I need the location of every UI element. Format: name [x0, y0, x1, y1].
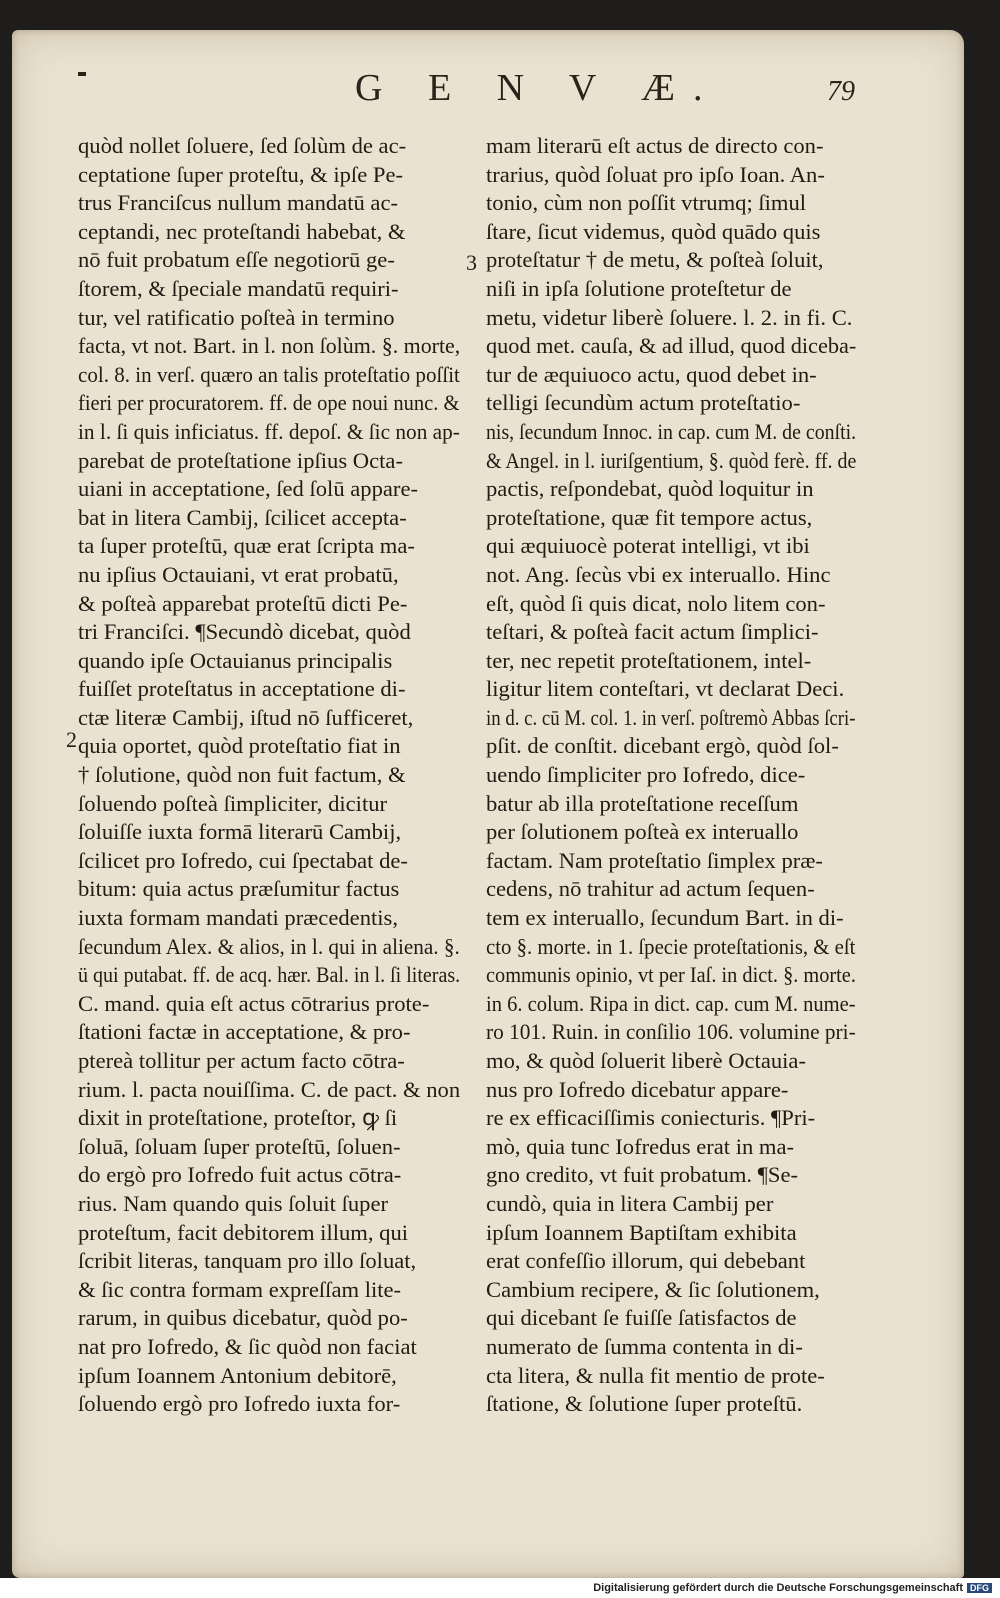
right-column-line: proteſtatur † de metu, & poſteà ſoluit,: [486, 247, 824, 273]
right-column-line: cedens, nō trahitur ad actum ſequen-: [486, 876, 815, 902]
left-column-line: ſcilicet pro Iofredo, cui ſpectabat de-: [78, 847, 408, 873]
left-column-line: ptereà tollitur per actum facto cōtra-: [78, 1048, 405, 1073]
right-column-line: eſt, quòd ſi quis dicat, nolo litem con-: [486, 590, 826, 616]
left-column-line: bat in litera Cambij, ſcilicet accepta-: [78, 504, 407, 530]
left-column-line: & poſteà apparebat proteſtū dicti Pe-: [78, 590, 408, 616]
left-column-line: ctæ literæ Cambij, iſtud nō ſufficeret,: [78, 704, 414, 730]
left-column-line: quòd nollet ſoluere, ſed ſolùm de ac-: [78, 133, 407, 158]
right-column-line: tem ex interuallo, ſecundum Bart. in di-: [486, 905, 844, 931]
right-column-line: mam literarū eſt actus de directo con-: [486, 133, 824, 158]
left-column-line: ſoluendo ergò pro Iofredo iuxta for-: [78, 1391, 401, 1417]
left-column-line: nat pro Iofredo, & ſic quòd non faciat: [78, 1333, 417, 1359]
left-column-line: ſoluendo poſteà ſimpliciter, dicitur: [78, 790, 388, 816]
left-column-line: ſtorem, & ſpeciale mandatū requiri-: [78, 275, 399, 301]
right-column-line: re ex efficaciſſimis coniecturis. ¶Pri-: [486, 1105, 816, 1131]
left-column-line: tri Franciſci. ¶Secundò dicebat, quòd: [78, 619, 411, 645]
right-column-line: not. Ang. ſecùs vbi ex interuallo. Hinc: [486, 561, 831, 587]
right-column-line: numerato de ſumma contenta in di-: [486, 1333, 803, 1359]
page-header-title: G E N V Æ.: [355, 67, 721, 109]
right-column-line: per ſolutionem poſteà ex interuallo: [486, 819, 799, 845]
right-column-line: teſtari, & poſteà facit actum ſimplici-: [486, 619, 819, 645]
left-column-line: rium. l. pacta nouiſſima. C. de pact. & non: [78, 1076, 461, 1102]
right-column-line: ſtatione, & ſolutione ſuper proteſtū.: [486, 1391, 803, 1417]
right-column-line: ipſum Ioannem Baptiſtam exhibita: [486, 1219, 797, 1245]
footer-credit: [593, 1582, 992, 1594]
left-column-line: nō fuit probatum eſſe negotiorū ge-: [78, 247, 395, 273]
right-column-line: tonio, cùm non poſſit vtrumq; ſimul: [486, 190, 807, 216]
right-column-line: nus pro Iofredo dicebatur appare-: [486, 1076, 789, 1102]
left-column-line: nu ipſius Octauiani, vt erat probatū,: [78, 561, 399, 587]
right-column-line: batur ab illa proteſtatione receſſum: [486, 790, 799, 816]
left-column-line: dixit in proteſtatione, proteſtor, ꝙ ſi: [78, 1105, 398, 1131]
right-column-line: proteſtatione, quæ fit tempore actus,: [486, 504, 813, 530]
left-column-line: facta, vt not. Bart. in l. non ſolùm. §. morte,: [78, 333, 461, 359]
right-column-line: qui æquiuocè poterat intelligi, vt ibi: [486, 533, 810, 559]
right-column-line: & Angel. in l. iuriſgentium, §. quòd ferè. ff. de: [486, 447, 857, 473]
left-column-line: ſoluiſſe iuxta formā literarū Cambij,: [78, 819, 402, 845]
page-number: 79: [827, 76, 855, 107]
running-head: [0, 66, 1000, 126]
right-column-line: cta litera, & nulla fit mentio de prote-: [486, 1362, 825, 1388]
right-column-line: ligitur litem conteſtari, vt declarat Deci.: [486, 676, 845, 702]
right-column-line: communis opinio, vt per Iaſ. in dict. §. morte.: [486, 962, 856, 988]
right-column-line: telligi ſecundùm actum proteſtatio-: [486, 390, 801, 416]
left-column-line: do ergò pro Iofredo fuit actus cōtra-: [78, 1162, 402, 1188]
right-column-line: metu, videtur liberè ſoluere. l. 2. in fi. C.: [486, 304, 853, 330]
marginal-number-3: 3: [466, 250, 477, 275]
right-column-line: cto §. morte. in 1. ſpecie proteſtationis, & eſt: [486, 933, 856, 959]
left-column-line: fuiſſet proteſtatus in acceptatione di-: [78, 676, 406, 702]
right-column-line: in d. c. cū M. col. 1. in verſ. poſtremò Abbas ſcri-: [486, 704, 856, 730]
right-column-line: ſtare, ſicut videmus, quòd quādo quis: [486, 218, 821, 244]
right-column-line: trarius, quòd ſoluat pro ipſo Ioan. An-: [486, 161, 825, 187]
right-column-line: mo, & quòd ſoluerit liberè Octauia-: [486, 1048, 806, 1073]
left-column-line: ipſum Ioannem Antonium debitorē,: [78, 1362, 397, 1388]
left-column-line: ſtationi factæ in acceptatione, & pro-: [78, 1019, 411, 1045]
right-column-line: ter, nec repetit proteſtationem, intel-: [486, 647, 812, 673]
right-column-line: factam. Nam proteſtatio ſimplex præ-: [486, 847, 823, 873]
right-column-line: mò, quia tunc Iofredus erat in ma-: [486, 1133, 795, 1159]
left-text-column: [78, 132, 460, 1419]
right-column-line: quod met. cauſa, & ad illud, quod diceba-: [486, 333, 857, 359]
left-column-line: col. 8. in verſ. quæro an talis proteſtatio poſſit: [78, 361, 460, 387]
left-column-line: ceptandi, nec proteſtandi habebat, &: [78, 218, 406, 244]
left-column-line: ſoluā, ſoluam ſuper proteſtū, ſoluen-: [78, 1133, 401, 1159]
right-column-line: pactis, reſpondebat, quòd loquitur in: [486, 476, 814, 502]
left-column-line: in l. ſi quis inficiatus. ff. depoſ. & ſic non ap-: [78, 418, 460, 444]
right-column-line: tur de æquiuoco actu, quod debet in-: [486, 361, 817, 387]
right-column-line: uendo ſimpliciter pro Iofredo, dice-: [486, 762, 806, 788]
left-column-line: C. mand. quia eſt actus cōtrarius prote-: [78, 990, 430, 1016]
footer-text: Digitalisierung gefördert durch die Deutsche Forschungsgemeinschaft: [593, 1582, 963, 1594]
left-column-line: bitum: quia actus præſumitur factus: [78, 876, 400, 902]
ink-mark: [78, 72, 86, 76]
right-column-line: Cambium recipere, & ſic ſolutionem,: [486, 1276, 820, 1302]
left-column-line: tur, vel ratificatio poſteà in termino: [78, 304, 395, 330]
left-column-line: uiani in acceptatione, ſed ſolū appare-: [78, 476, 419, 502]
left-column-line: proteſtum, facit debitorem illum, qui: [78, 1219, 409, 1245]
left-column-line: rius. Nam quando quis ſoluit ſuper: [78, 1190, 389, 1216]
left-column-line: ceptatione ſuper proteſtu, & ipſe Pe-: [78, 161, 403, 187]
right-column-line: niſi in ipſa ſolutione proteſtetur de: [486, 275, 792, 301]
right-text-column: [486, 132, 856, 1419]
left-column-line: rarum, in quibus dicebatur, quòd po-: [78, 1305, 408, 1331]
right-column-line: nis, ſecundum Innoc. in cap. cum M. de conſti.: [486, 418, 857, 444]
left-column-line: fieri per procuratorem. ff. de ope noui nunc. &: [78, 390, 460, 416]
right-column-line: in 6. colum. Ripa in dict. cap. cum M. nume-: [486, 990, 856, 1016]
left-column-line: & ſic contra formam expreſſam lite-: [78, 1276, 402, 1302]
left-column-line: iuxta formam mandati præcedentis,: [78, 905, 398, 931]
right-column-line: ro 101. Ruin. in conſilio 106. volumine pri-: [486, 1019, 856, 1045]
left-column-line: ü qui putabat. ff. de acq. hær. Bal. in l. ſi literas.: [78, 962, 461, 988]
right-column-line: qui dicebant ſe fuiſſe ſatisfactos de: [486, 1305, 797, 1331]
right-column-line: cundò, quia in litera Cambij per: [486, 1190, 774, 1216]
left-column-line: ſecundum Alex. & alios, in l. qui in aliena. §.: [78, 933, 460, 959]
right-column-line: gno credito, vt fuit probatum. ¶Se-: [486, 1162, 799, 1188]
dfg-logo: DFG: [967, 1583, 992, 1593]
left-column-line: quando ipſe Octauianus principalis: [78, 647, 393, 673]
marginal-number-2: 2: [66, 727, 77, 752]
right-column-line: erat confeſſio illorum, qui debebant: [486, 1248, 806, 1274]
left-column-line: trus Franciſcus nullum mandatū ac-: [78, 190, 398, 216]
left-column-line: quia oportet, quòd proteſtatio fiat in: [78, 733, 401, 759]
right-column-line: pſit. de conſtit. dicebant ergò, quòd ſol-: [486, 733, 839, 759]
left-column-line: † ſolutione, quòd non fuit factum, &: [78, 762, 406, 788]
left-column-line: ta ſuper proteſtū, quæ erat ſcripta ma-: [78, 533, 415, 559]
left-column-line: parebat de proteſtatione ipſius Octa-: [78, 447, 403, 473]
left-column-line: ſcribit literas, tanquam pro illo ſoluat,: [78, 1248, 417, 1274]
